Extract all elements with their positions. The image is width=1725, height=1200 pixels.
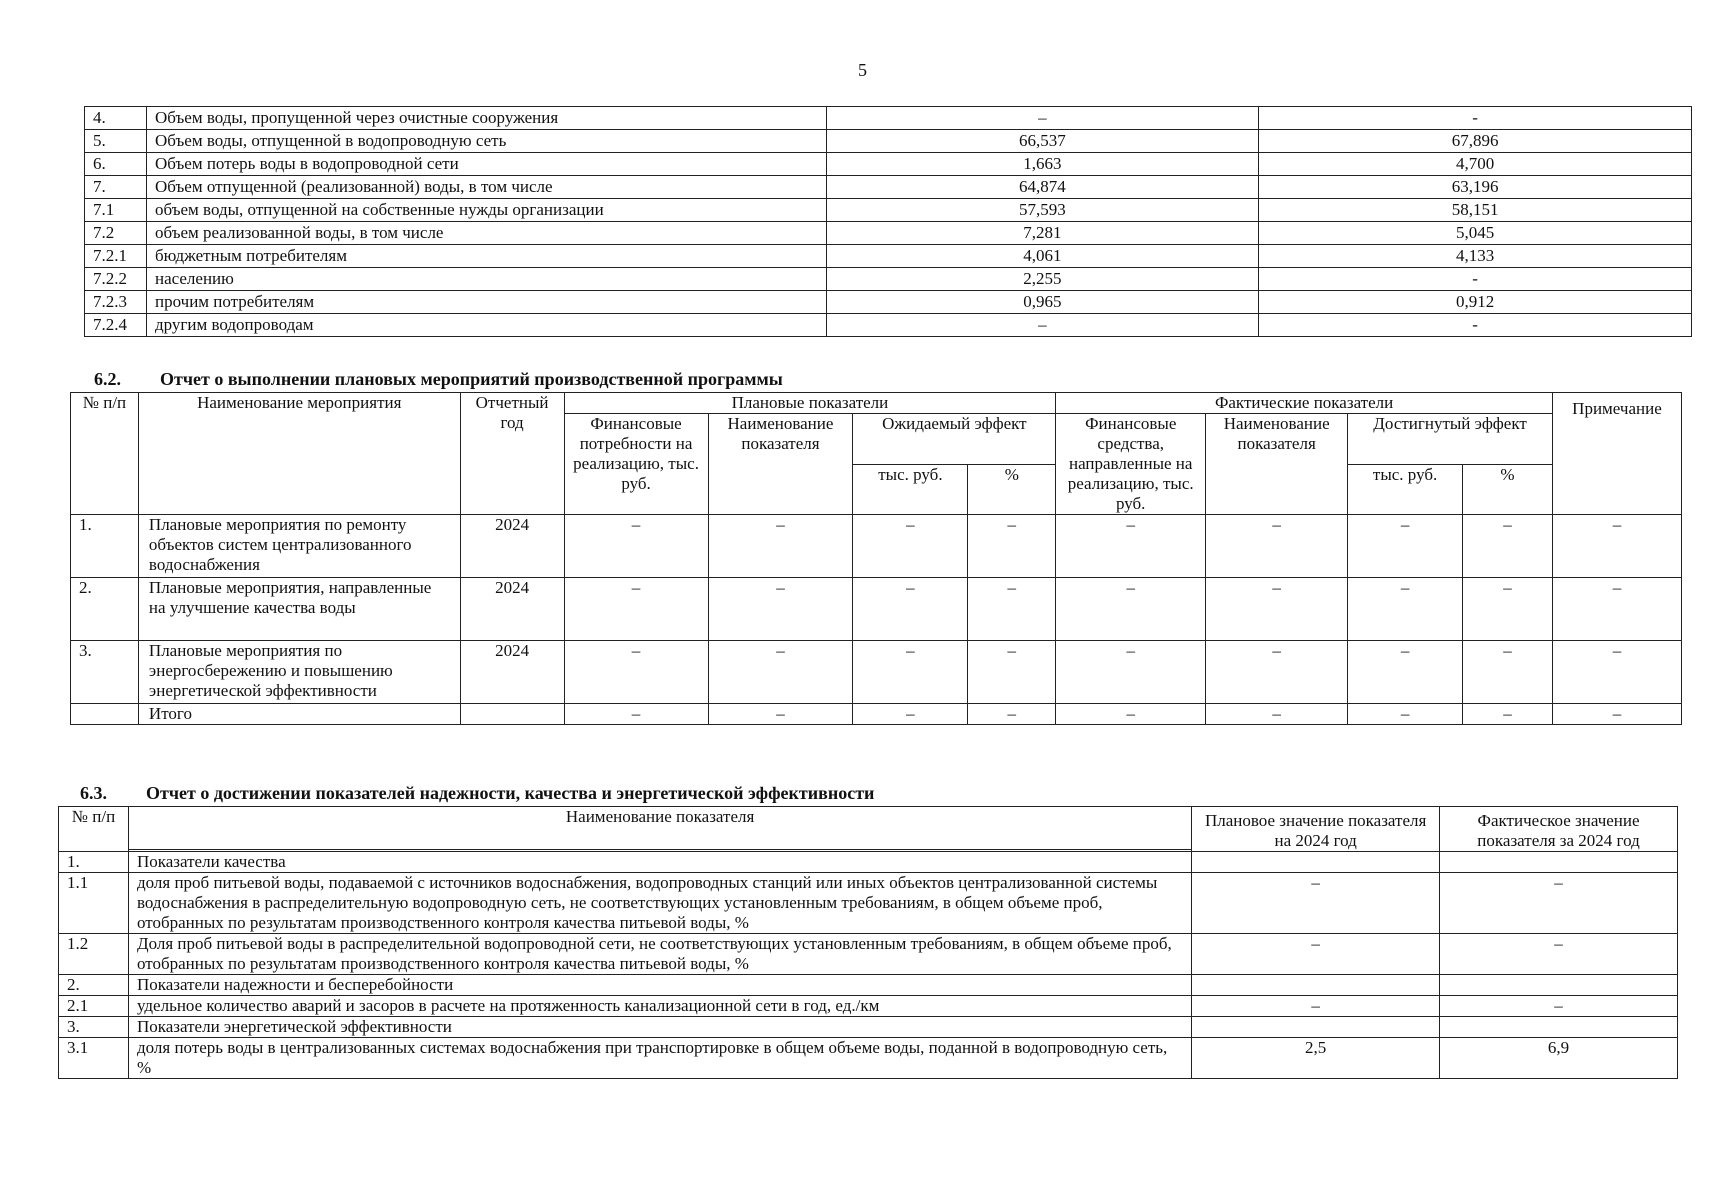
- plan-value: –: [1192, 996, 1440, 1017]
- fact-value: [1440, 975, 1678, 996]
- fact-effect-rub: –: [1348, 578, 1463, 641]
- section-62-number: 6.2.: [94, 369, 121, 389]
- header-plan-indicator: Наименование показателя: [708, 414, 853, 515]
- row-number: 1.: [71, 515, 139, 578]
- header-fact-group: Фактические показатели: [1056, 393, 1553, 414]
- table-row: [85, 291, 1692, 314]
- row-name: Плановые мероприятия, направленные на улучшение качества воды: [138, 578, 460, 641]
- header-no: № п/п: [59, 807, 129, 852]
- fact-effect-pct: –: [1463, 515, 1553, 578]
- fact-financing: –: [1056, 578, 1206, 641]
- plan-value: –: [1192, 934, 1440, 975]
- plan-value: 7,281: [826, 222, 1259, 245]
- table-row: [71, 515, 1682, 578]
- table-row: [71, 578, 1682, 641]
- table-row: [59, 996, 1678, 1017]
- header-plan-value: Плановое значение показателя на 2024 год: [1192, 807, 1440, 852]
- plan-indicator: –: [708, 515, 853, 578]
- plan-effect-pct: –: [968, 704, 1056, 725]
- header-indicator-name: Наименование показателя: [128, 807, 1191, 850]
- header-plan-rub: тыс. руб.: [853, 464, 968, 515]
- table-row: [71, 641, 1682, 704]
- table-row: [85, 107, 1692, 130]
- plan-indicator: –: [708, 641, 853, 704]
- header-plan-financing: Финансовые потребности на реализацию, тыс. руб.: [564, 414, 708, 515]
- plan-effect-rub: –: [853, 704, 968, 725]
- row-name: удельное количество аварий и засоров в расчете на протяженность канализационной сети в год, ед./км: [128, 996, 1191, 1017]
- fact-value: 6,9: [1440, 1038, 1678, 1079]
- row-number: 7.2: [85, 222, 147, 245]
- row-number: 3.: [59, 1017, 129, 1038]
- plan-value: –: [826, 107, 1259, 130]
- plan-value: 64,874: [826, 176, 1259, 199]
- plan-value: –: [826, 314, 1259, 337]
- plan-value: 66,537: [826, 130, 1259, 153]
- row-number: 2.1: [59, 996, 129, 1017]
- plan-financing: –: [564, 641, 708, 704]
- table-row: [59, 852, 1678, 873]
- plan-value: 2,255: [826, 268, 1259, 291]
- row-number: 2.: [71, 578, 139, 641]
- measures-table: [70, 392, 1682, 725]
- plan-value: [1192, 1017, 1440, 1038]
- fact-value: -: [1259, 314, 1692, 337]
- table-row: [59, 934, 1678, 975]
- row-name: доля потерь воды в централизованных системах водоснабжения при транспортировке в общем объеме воды, поданной в водопроводную сеть, %: [128, 1038, 1191, 1079]
- table-row: [59, 873, 1678, 934]
- section-63-title: Отчет о достижении показателей надежности, качества и энергетической эффективности: [146, 783, 875, 803]
- header-note: Примечание: [1552, 393, 1681, 515]
- fact-financing: –: [1056, 704, 1206, 725]
- header-no: № п/п: [71, 393, 139, 515]
- plan-value: 1,663: [826, 153, 1259, 176]
- fact-effect-rub: –: [1348, 515, 1463, 578]
- total-label: Итого: [138, 704, 460, 725]
- row-name: Плановые мероприятия по ремонту объектов систем централизованного водоснабжения: [138, 515, 460, 578]
- plan-indicator: –: [708, 704, 853, 725]
- fact-effect-rub: –: [1348, 641, 1463, 704]
- plan-value: –: [1192, 873, 1440, 934]
- header-fact-value: Фактическое значение показателя за 2024 год: [1440, 807, 1678, 852]
- fact-effect-pct: –: [1463, 641, 1553, 704]
- table-row: [59, 1017, 1678, 1038]
- row-name: Доля проб питьевой воды в распределительной водопроводной сети, не соответствующих установленным требованиям, в общем объеме проб, отобранных по результатам производственного контроля качества питьевой воды, %: [128, 934, 1191, 975]
- table-row: [85, 222, 1692, 245]
- header-measure-name: Наименование мероприятия: [138, 393, 460, 515]
- row-name: населению: [146, 268, 826, 291]
- table-row: [85, 176, 1692, 199]
- plan-indicator: –: [708, 578, 853, 641]
- header-fact-indicator: Наименование показателя: [1206, 414, 1348, 515]
- plan-effect-rub: –: [853, 641, 968, 704]
- indicators-table: [58, 806, 1678, 1079]
- row-year: [460, 704, 564, 725]
- table-row: [59, 975, 1678, 996]
- row-name: Объем воды, пропущенной через очистные сооружения: [146, 107, 826, 130]
- plan-financing: –: [564, 578, 708, 641]
- fact-value: 67,896: [1259, 130, 1692, 153]
- row-number: 3.1: [59, 1038, 129, 1079]
- section-63-heading: [80, 783, 874, 804]
- row-name: объем воды, отпущенной на собственные нужды организации: [146, 199, 826, 222]
- fact-value: 63,196: [1259, 176, 1692, 199]
- row-number: 1.2: [59, 934, 129, 975]
- fact-financing: –: [1056, 515, 1206, 578]
- plan-effect-pct: –: [968, 641, 1056, 704]
- table-row-total: [71, 704, 1682, 725]
- row-number: 4.: [85, 107, 147, 130]
- row-number: 7.1: [85, 199, 147, 222]
- row-number: 1.: [59, 852, 129, 873]
- page-number: 5: [858, 60, 867, 80]
- fact-value: [1440, 1017, 1678, 1038]
- plan-value: [1192, 975, 1440, 996]
- row-name: Объем потерь воды в водопроводной сети: [146, 153, 826, 176]
- fact-value: –: [1440, 934, 1678, 975]
- row-year: 2024: [460, 578, 564, 641]
- plan-effect-pct: –: [968, 515, 1056, 578]
- fact-value: –: [1440, 996, 1678, 1017]
- row-name: Объем воды, отпущенной в водопроводную сеть: [146, 130, 826, 153]
- table-row: [85, 268, 1692, 291]
- row-name: Объем отпущенной (реализованной) воды, в том числе: [146, 176, 826, 199]
- row-name: Плановые мероприятия по энергосбережению и повышению энергетической эффективности: [138, 641, 460, 704]
- fact-value: -: [1259, 268, 1692, 291]
- header-year: Отчетный год: [460, 393, 564, 515]
- table-row: [85, 245, 1692, 268]
- table-row: [85, 199, 1692, 222]
- row-number: 5.: [85, 130, 147, 153]
- row-number: 1.1: [59, 873, 129, 934]
- row-number: 7.2.1: [85, 245, 147, 268]
- plan-financing: –: [564, 704, 708, 725]
- row-number: 2.: [59, 975, 129, 996]
- plan-effect-pct: –: [968, 578, 1056, 641]
- section-63-number: 6.3.: [80, 783, 107, 803]
- row-number: 7.2.4: [85, 314, 147, 337]
- row-number: 3.: [71, 641, 139, 704]
- note: –: [1552, 641, 1681, 704]
- fact-value: 58,151: [1259, 199, 1692, 222]
- note: –: [1552, 704, 1681, 725]
- fact-financing: –: [1056, 641, 1206, 704]
- fact-indicator: –: [1206, 641, 1348, 704]
- header-plan-group: Плановые показатели: [564, 393, 1056, 414]
- row-number: 7.2.3: [85, 291, 147, 314]
- plan-financing: –: [564, 515, 708, 578]
- plan-value: 0,965: [826, 291, 1259, 314]
- fact-effect-rub: –: [1348, 704, 1463, 725]
- header-fact-pct: %: [1463, 464, 1553, 515]
- table-row: [85, 130, 1692, 153]
- section-62-heading: [94, 369, 783, 390]
- row-name: прочим потребителям: [146, 291, 826, 314]
- header-fact-rub: тыс. руб.: [1348, 464, 1463, 515]
- fact-value: 5,045: [1259, 222, 1692, 245]
- row-number: 6.: [85, 153, 147, 176]
- header-fact-financing: Финансовые средства, направленные на реализацию, тыс. руб.: [1056, 414, 1206, 515]
- fact-value: 0,912: [1259, 291, 1692, 314]
- table-row: [59, 1038, 1678, 1079]
- header-fact-effect: Достигнутый эффект: [1348, 414, 1553, 465]
- row-year: 2024: [460, 641, 564, 704]
- row-name: доля проб питьевой воды, подаваемой с источников водоснабжения, водопроводных станций или иных объектов централизованной системы водоснабжения в распределительную водопроводную сеть, не соответствующих установленным требованиям, в общем объеме проб, отобранных по результатам производственного контроля качества питьевой воды, %: [128, 873, 1191, 934]
- fact-value: 4,133: [1259, 245, 1692, 268]
- note: –: [1552, 515, 1681, 578]
- fact-value: [1440, 852, 1678, 873]
- fact-value: 4,700: [1259, 153, 1692, 176]
- row-name: Показатели энергетической эффективности: [128, 1017, 1191, 1038]
- fact-value: -: [1259, 107, 1692, 130]
- row-name: Показатели качества: [128, 852, 1191, 873]
- row-name: бюджетным потребителям: [146, 245, 826, 268]
- plan-effect-rub: –: [853, 515, 968, 578]
- plan-value: 57,593: [826, 199, 1259, 222]
- fact-effect-pct: –: [1463, 578, 1553, 641]
- header-plan-effect: Ожидаемый эффект: [853, 414, 1056, 465]
- fact-value: –: [1440, 873, 1678, 934]
- water-volume-table: [84, 106, 1692, 337]
- fact-indicator: –: [1206, 704, 1348, 725]
- plan-value: 4,061: [826, 245, 1259, 268]
- row-number: 7.2.2: [85, 268, 147, 291]
- row-number: [71, 704, 139, 725]
- plan-value: 2,5: [1192, 1038, 1440, 1079]
- table-row: [85, 314, 1692, 337]
- fact-effect-pct: –: [1463, 704, 1553, 725]
- section-62-title: Отчет о выполнении плановых мероприятий производственной программы: [160, 369, 783, 389]
- row-name: объем реализованной воды, в том числе: [146, 222, 826, 245]
- plan-value: [1192, 852, 1440, 873]
- note: –: [1552, 578, 1681, 641]
- header-plan-pct: %: [968, 464, 1056, 515]
- row-year: 2024: [460, 515, 564, 578]
- row-number: 7.: [85, 176, 147, 199]
- table-row: [85, 153, 1692, 176]
- row-name: Показатели надежности и бесперебойности: [128, 975, 1191, 996]
- plan-effect-rub: –: [853, 578, 968, 641]
- row-name: другим водопроводам: [146, 314, 826, 337]
- fact-indicator: –: [1206, 578, 1348, 641]
- fact-indicator: –: [1206, 515, 1348, 578]
